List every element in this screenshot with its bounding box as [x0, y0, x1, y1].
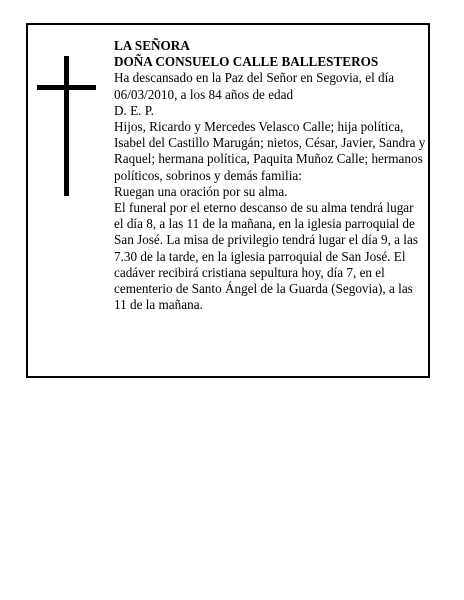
- notice-title: LA SEÑORA: [114, 38, 190, 53]
- cross-vertical-bar: [64, 56, 69, 196]
- funeral-details: El funeral por el eterno descanso de su alma tendrá lugar el día 8, a las 11 de la mañana, en la iglesia parroquial de San José. La misa de privilegio tendrá lugar el día 9, a las 7.30 de la tarde, en la iglesia parroquial de San José. El cadáver recibirá cristiana sepultura hoy, día 7, en el cementerio de Santo Ángel de la Guarda (Segovia), a las 11 de la mañana.: [114, 200, 418, 313]
- obituary-text-block: [114, 38, 426, 313]
- dep-abbreviation: D. E. P.: [114, 102, 154, 118]
- cross-horizontal-bar: [37, 85, 96, 90]
- family-list: Hijos, Ricardo y Mercedes Velasco Calle; hija política, Isabel del Castillo Marugán; nietos, César, Javier, Sandra y Raquel; hermana política, Paquita Muñoz Calle; hermanos políticos, sobrinos y demás familia:: [114, 119, 426, 183]
- deceased-name: DOÑA CONSUELO CALLE BALLESTEROS: [114, 54, 379, 70]
- prayer-request: Ruegan una oración por su alma.: [114, 183, 288, 199]
- death-info: Ha descansado en la Paz del Señor en Segovia, el día 06/03/2010, a los 84 años de edad: [114, 70, 395, 102]
